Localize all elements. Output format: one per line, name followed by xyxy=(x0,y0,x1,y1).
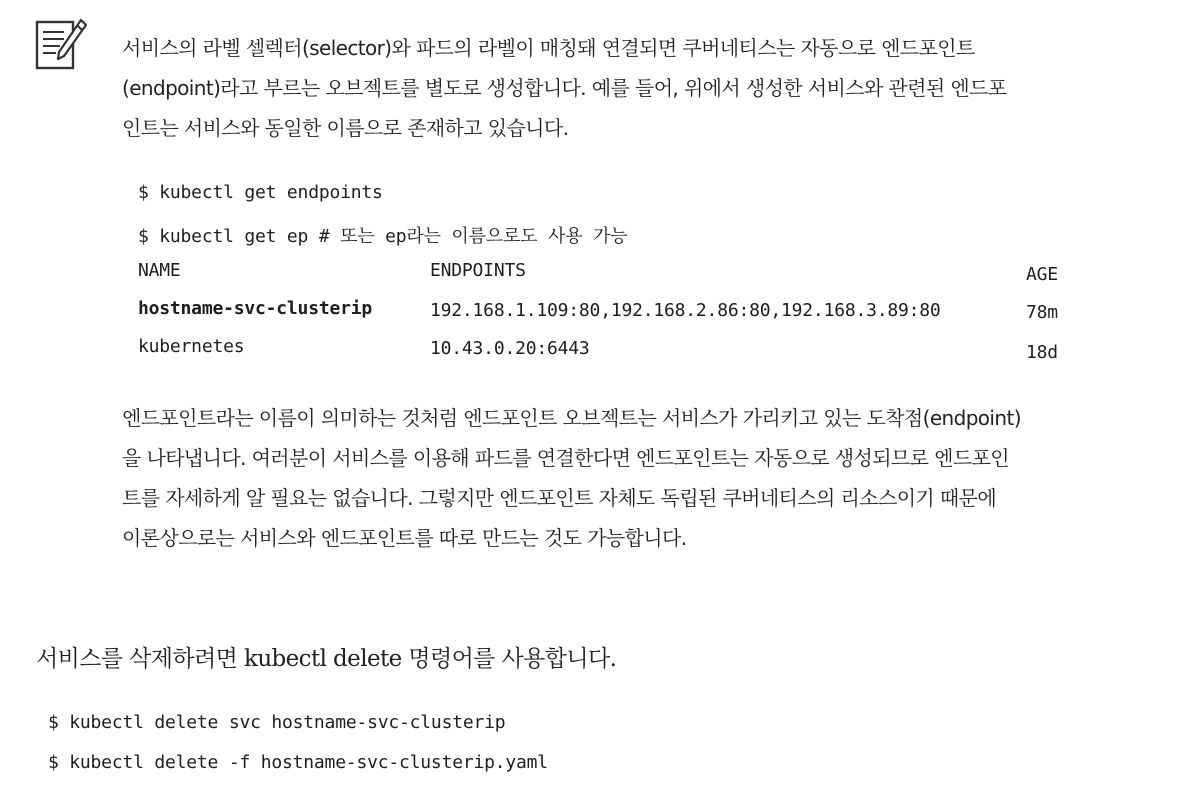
code-command-line: $ kubectl get ep # 또는 ep라는 이름으로도 사용 가능 xyxy=(138,226,628,247)
table-header-name: NAME xyxy=(138,260,181,281)
note-paragraph-2 xyxy=(122,398,1170,558)
table-cell-endpoints: 192.168.1.109:80,192.168.2.86:80,192.168.3.89:80 xyxy=(430,300,941,321)
note-paragraph-2-line: 이론상으로는 서비스와 엔드포인트를 따로 만드는 것도 가능합니다. xyxy=(122,526,687,550)
table-header-endpoints: ENDPOINTS xyxy=(430,260,526,281)
table-header-age: AGE xyxy=(1026,264,1058,285)
code-command-line: $ kubectl get endpoints xyxy=(138,182,383,203)
note-paragraph-1-line: (endpoint)라고 부르는 오브젝트를 별도로 생성합니다. 예를 들어, 위에서 생성한 서비스와 관련된 엔드포 xyxy=(122,76,1007,100)
note-paragraph-1 xyxy=(122,28,1170,148)
note-paragraph-2-line: 엔드포인트라는 이름이 의미하는 것처럼 엔드포인트 오브젝트는 서비스가 가리키고 있는 도착점(endpoint) xyxy=(122,406,1021,430)
code-command-line: $ kubectl delete svc hostname-svc-clusterip xyxy=(48,712,506,733)
note-paragraph-2-line: 트를 자세하게 알 필요는 없습니다. 그렇지만 엔드포인트 자체도 독립된 쿠버네티스의 리소스이기 때문에 xyxy=(122,486,997,510)
note-paragraph-1-line: 인트는 서비스와 동일한 이름으로 존재하고 있습니다. xyxy=(122,116,569,140)
table-cell-name: kubernetes xyxy=(138,336,245,357)
table-cell-age: 18d xyxy=(1026,342,1058,363)
table-cell-name: hostname-svc-clusterip xyxy=(138,298,373,319)
note-pencil-icon xyxy=(34,16,88,76)
table-cell-age: 78m xyxy=(1026,302,1058,323)
main-paragraph: 서비스를 삭제하려면 kubectl delete 명령어를 사용합니다. xyxy=(36,646,617,672)
code-command-line: $ kubectl delete -f hostname-svc-clusterip.yaml xyxy=(48,752,548,773)
note-paragraph-2-line: 을 나타냅니다. 여러분이 서비스를 이용해 파드를 연결한다면 엔드포인트는 자동으로 생성되므로 엔드포인 xyxy=(122,446,1010,470)
note-paragraph-1-line: 서비스의 라벨 셀렉터(selector)와 파드의 라벨이 매칭돼 연결되면 쿠버네티스는 자동으로 엔드포인트 xyxy=(122,36,975,60)
table-cell-endpoints: 10.43.0.20:6443 xyxy=(430,338,590,359)
